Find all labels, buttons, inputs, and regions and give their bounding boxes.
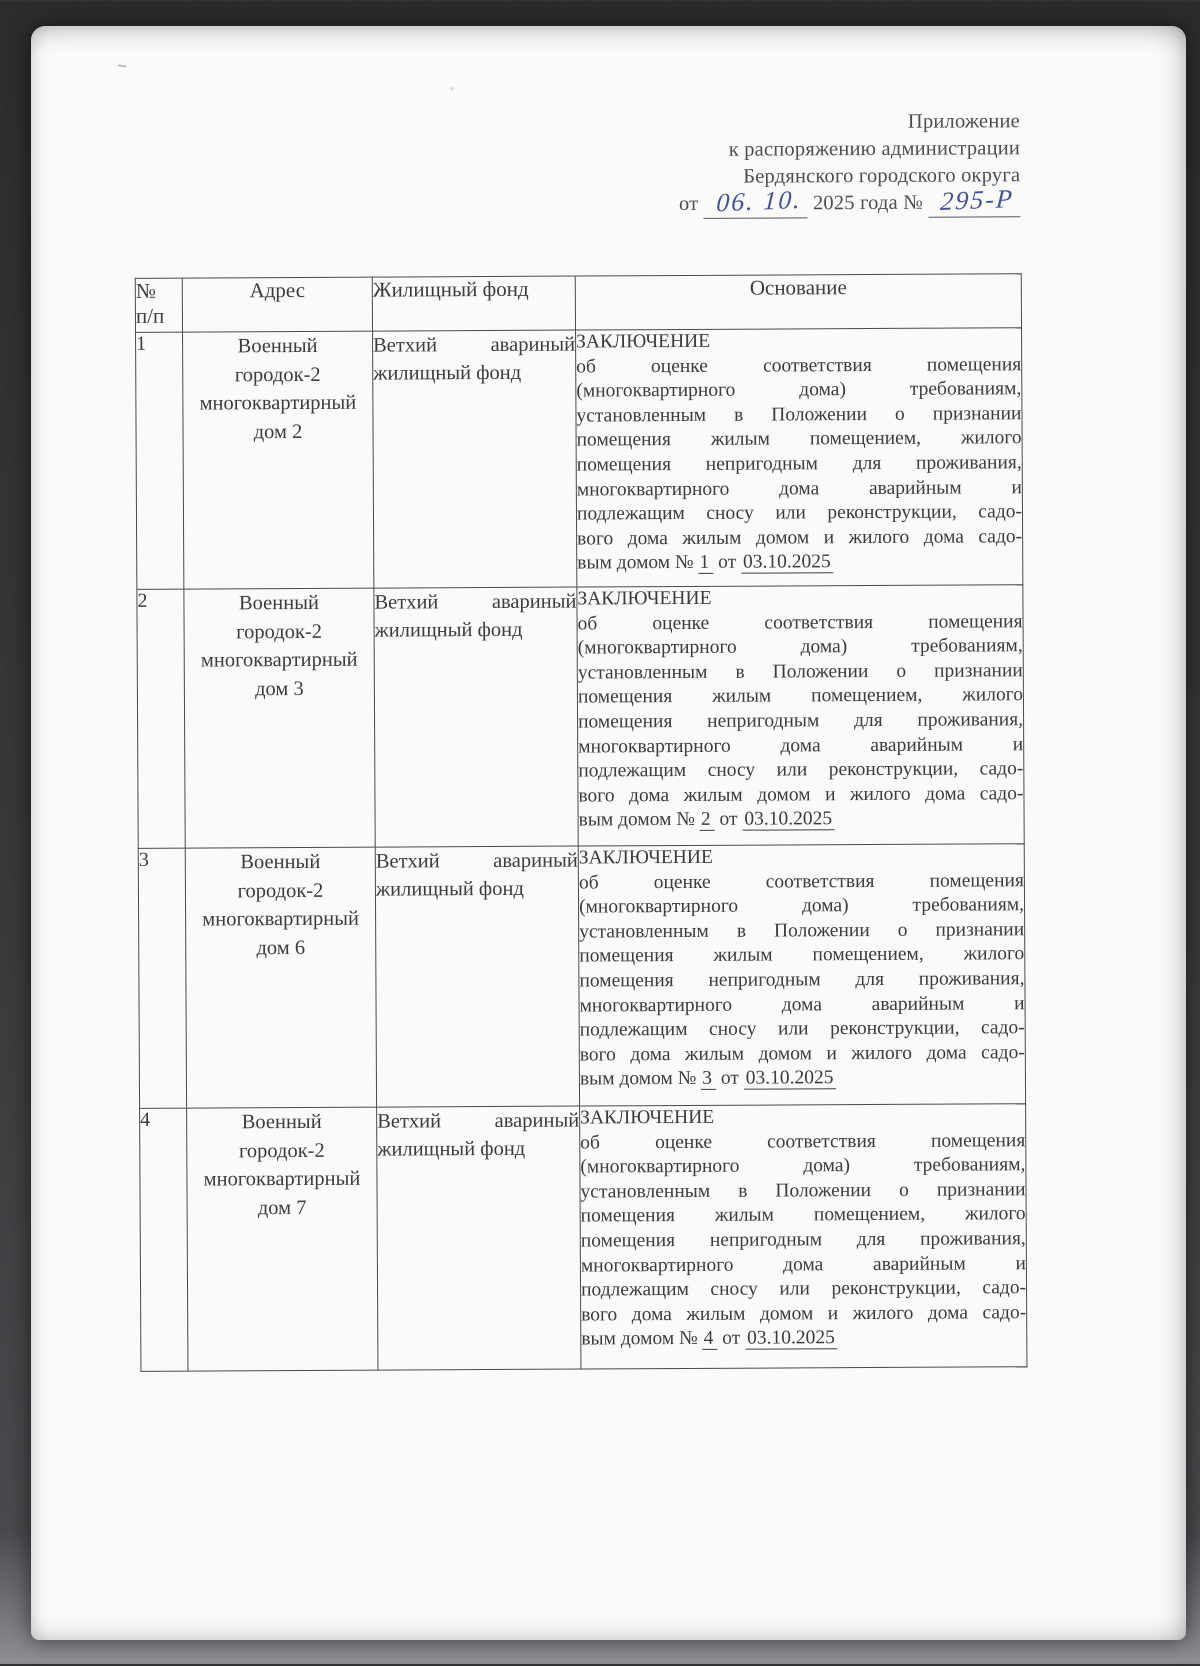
number-blank [928,183,1020,217]
table-row [137,585,1024,849]
handwritten-date: 06. 10. [715,184,803,218]
fund-line: Ветхий авариный [377,1109,580,1133]
text-line: многоквартирный [199,391,357,415]
text-line: об оценке соответствия помещения [580,1129,1026,1154]
row-number: 2 [137,589,185,848]
table-row [138,844,1025,1109]
tail-mid: от [718,552,737,574]
header-line: к распоряжению администрации [728,137,1021,161]
basis-cell [577,585,1024,846]
header-date-line [678,183,1021,219]
fund-line: жилищный фонд [373,361,522,385]
text-line: подлежащим сносу или реконструкции, садо- [580,1277,1027,1301]
conclusion-date: 03.10.2025 [741,552,833,574]
text-line: Военный [237,334,318,358]
basis-body [580,1129,1026,1328]
text-line: дом 2 [253,420,303,443]
tail-prefix: вым домом № [578,809,696,831]
basis-title: ЗАКЛЮЧЕНИЕ [578,846,713,869]
text-line: многоквартирного дома аварийным и [579,992,1025,1017]
conclusion-date: 03.10.2025 [744,1068,836,1090]
basis-cell [580,1104,1027,1369]
fund-line: Ветхий авариный [375,849,578,873]
text-line: (многоквартирного дома) требованиям, [577,635,1023,659]
basis-title: ЗАКЛЮЧЕНИЕ [577,587,712,610]
date-middle: 2025 года № [812,191,924,215]
date-blank [704,184,808,219]
text-line: многоквартирного дома аварийным и [578,733,1024,758]
tail-mid: от [722,1328,741,1350]
fund-cell [375,846,579,1107]
basis-title: ЗАКЛЮЧЕНИЕ [580,1106,715,1129]
address-cell [185,847,376,1108]
fund-cell [377,1106,581,1370]
text-line: Военный [238,591,319,615]
table-row [140,1104,1027,1372]
column-header-basis: Основание [575,274,1021,330]
text-line: многоквартирный [200,648,358,672]
text-line: установленным в Положении о признании [576,402,1022,427]
text-line: вого дома жилым домом и жилого дома садо- [577,525,1023,550]
fund-line: жилищный фонд [377,1137,526,1161]
text-line: подлежащим сносу или реконструкции, садо- [578,758,1024,782]
text-line: многоквартирный [203,1167,361,1191]
scan-artifact [118,64,127,67]
text-line: многоквартирный [202,907,360,931]
row-number: 3 [138,848,186,1108]
basis-tail [579,807,1024,834]
text-line: помещения непригодным для проживания, [578,709,1024,733]
basis-cell [578,844,1025,1106]
conclusion-number: 1 [698,552,713,574]
basis-tail [580,1066,1025,1093]
text-line: Военный [241,1110,322,1134]
col-num-line2: п/п [135,303,165,328]
text-line: помещения жилым помещением, жилого [580,1203,1026,1227]
address-cell [183,331,374,589]
table-row [136,328,1023,590]
scan-artifact [451,87,454,90]
text-line: помещения жилым помещением, жилого [579,943,1025,967]
fund-cell [374,587,578,847]
tail-prefix: вым домом № [577,552,694,574]
text-line: городок-2 [234,363,321,386]
column-header-fund: Жилищный фонд [372,276,575,331]
basis-body [576,353,1022,552]
tail-prefix: вым домом № [579,1068,697,1090]
conclusion-number: 3 [701,1068,716,1090]
fund-line: жилищный фонд [374,618,523,642]
basis-title: ЗАКЛЮЧЕНИЕ [576,330,711,353]
text-line: установленным в Положении о признании [579,918,1025,943]
text-line: городок-2 [236,620,323,643]
handwritten-number: 295-Р [939,183,1016,217]
text-line: установленным в Положении о признании [580,1178,1026,1203]
address-cell [187,1107,378,1371]
text-line: (многоквартирного дома) требованиям, [576,378,1022,402]
text-line: вого дома жилым домом и жилого дома садо- [578,782,1024,807]
header-line: Приложение [907,110,1020,133]
text-line: (многоквартирного дома) требованиям, [578,894,1025,918]
text-line: дом 7 [257,1196,307,1219]
text-line: многоквартирного дома аварийным и [580,1252,1026,1277]
text-line: Военный [240,850,321,874]
date-prefix: от [678,192,699,216]
housing-table [135,273,1028,1372]
basis-tail [581,1326,1026,1353]
text-line: об оценке соответствия помещения [576,353,1022,378]
text-line: помещения непригодным для проживания, [580,1228,1026,1252]
text-line: дом 3 [255,677,304,700]
text-line: помещения непригодным для проживания, [579,968,1025,992]
conclusion-date: 03.10.2025 [742,809,834,831]
tail-mid: от [720,1068,739,1090]
text-line: об оценке соответствия помещения [577,610,1023,635]
row-number: 4 [140,1108,188,1371]
basis-cell [576,328,1023,587]
text-line: подлежащим сносу или реконструкции, садо- [579,1017,1025,1041]
text-line: вого дома жилым домом и жилого дома садо- [579,1041,1025,1066]
text-line: вого дома жилым домом и жилого дома садо- [581,1301,1027,1326]
text-line: городок-2 [237,879,324,902]
table-header-row [135,274,1021,333]
conclusion-number: 2 [700,809,715,831]
conclusion-date: 03.10.2025 [745,1328,837,1350]
column-header-num [135,278,182,332]
tail-mid: от [719,809,738,831]
document-header [678,108,1020,219]
text-line: об оценке соответствия помещения [578,869,1024,894]
row-number: 1 [136,332,184,589]
address-cell [184,588,375,848]
text-line: помещения жилым помещением, жилого [576,427,1022,451]
text-line: городок-2 [238,1139,325,1162]
text-line: подлежащим сносу или реконструкции, садо- [576,501,1023,525]
basis-body [577,610,1023,809]
column-header-address: Адрес [182,277,372,332]
text-line: помещения непригодным для проживания, [576,452,1022,476]
basis-body [579,869,1025,1068]
tail-prefix: вым домом № [581,1328,698,1350]
header-line: Бердянского городского округа [743,164,1021,188]
fund-cell [373,330,577,588]
basis-tail [577,550,1022,577]
text-line: установленным в Положении о признании [577,659,1023,684]
text-line: многоквартирного дома аварийным и [576,476,1022,501]
text-line: дом 6 [256,936,306,959]
col-num-line1: № [135,278,156,303]
fund-line: Ветхий авариный [373,333,576,357]
fund-line: жилищный фонд [375,877,524,901]
text-line: помещения жилым помещением, жилого [577,684,1023,708]
text-line: (многоквартирного дома) требованиям, [580,1154,1026,1178]
fund-line: Ветхий авариный [374,590,577,614]
conclusion-number: 4 [702,1328,717,1350]
